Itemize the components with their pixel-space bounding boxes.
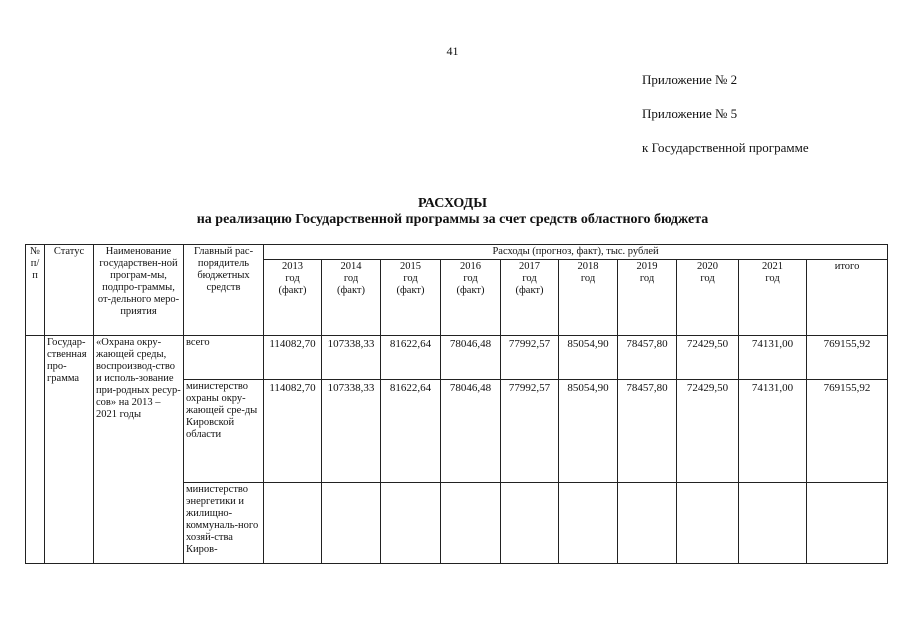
header-year-2016 bbox=[441, 260, 501, 336]
cell-value: 78046,48 bbox=[441, 336, 501, 380]
header-executor: Главный рас-порядитель бюджетных средств bbox=[184, 245, 264, 336]
appendix-line-1: Приложение № 2 bbox=[642, 72, 738, 87]
appendix-line-3: к Государственной программе bbox=[642, 140, 809, 155]
year-value: 2014 bbox=[340, 261, 362, 272]
year-label: год bbox=[700, 273, 715, 284]
year-kind: (факт) bbox=[456, 285, 485, 296]
cell-value: 85054,90 bbox=[559, 380, 618, 483]
year-value: 2013 bbox=[282, 261, 303, 272]
header-status: Статус bbox=[45, 245, 94, 336]
header-year-2014 bbox=[322, 260, 381, 336]
year-value: 2016 bbox=[460, 261, 481, 272]
cell-value: 78457,80 bbox=[618, 380, 677, 483]
cell-value-total: 769155,92 bbox=[807, 336, 888, 380]
cell-value: 78457,80 bbox=[618, 336, 677, 380]
page-number: 41 bbox=[446, 44, 459, 58]
document-title: РАСХОДЫ bbox=[418, 196, 487, 211]
year-label: год bbox=[522, 273, 537, 284]
expenses-table bbox=[25, 244, 888, 564]
cell-value bbox=[441, 483, 501, 564]
year-value: 2015 bbox=[400, 261, 421, 272]
year-label: год bbox=[765, 273, 780, 284]
header-row-1 bbox=[26, 245, 888, 260]
header-year-2013 bbox=[264, 260, 322, 336]
cell-value bbox=[677, 483, 739, 564]
cell-program-name: «Охрана окру-жающей среды, воспроизвод-ство и исполь-зование при-родных ресур-сов» на 2013 – 2021 годы bbox=[94, 336, 184, 564]
year-label: год bbox=[403, 273, 418, 284]
cell-value: 107338,33 bbox=[322, 380, 381, 483]
cell-value bbox=[559, 483, 618, 564]
cell-value: 81622,64 bbox=[381, 380, 441, 483]
header-year-2021 bbox=[739, 260, 807, 336]
cell-value-total: 769155,92 bbox=[807, 380, 888, 483]
cell-value bbox=[322, 483, 381, 564]
year-value: 2018 bbox=[577, 261, 599, 272]
year-kind: (факт) bbox=[396, 285, 425, 296]
cell-executor: министерство охраны окру-жающей сре-ды Кировской области bbox=[184, 380, 264, 483]
year-label: год bbox=[463, 273, 478, 284]
cell-value: 78046,48 bbox=[441, 380, 501, 483]
cell-value: 74131,00 bbox=[739, 336, 807, 380]
year-label: год bbox=[580, 273, 596, 284]
cell-value bbox=[618, 483, 677, 564]
cell-number bbox=[26, 336, 45, 564]
cell-value: 85054,90 bbox=[559, 336, 618, 380]
year-value: 2020 bbox=[697, 261, 718, 272]
header-year-2018 bbox=[559, 260, 618, 336]
year-value: 2019 bbox=[636, 261, 658, 272]
year-kind: (факт) bbox=[278, 285, 307, 296]
year-label: год bbox=[639, 273, 655, 284]
cell-value-total bbox=[807, 483, 888, 564]
header-name: Наименование государствен-ной програм-мы, подпро-граммы, от-дельного меро-приятия bbox=[94, 245, 184, 336]
cell-value: 81622,64 bbox=[381, 336, 441, 380]
cell-value: 72429,50 bbox=[677, 336, 739, 380]
appendix-line-2: Приложение № 5 bbox=[642, 106, 738, 121]
cell-value bbox=[264, 483, 322, 564]
cell-value: 72429,50 bbox=[677, 380, 739, 483]
document-subtitle: на реализацию Государственной программы за счет средств областного бюджета bbox=[196, 212, 709, 227]
year-label: год bbox=[343, 273, 359, 284]
cell-value bbox=[739, 483, 807, 564]
header-year-2015 bbox=[381, 260, 441, 336]
cell-executor: всего bbox=[184, 336, 264, 380]
cell-value: 114082,70 bbox=[264, 336, 322, 380]
cell-value bbox=[381, 483, 441, 564]
table-row-total bbox=[26, 336, 888, 380]
year-kind: (факт) bbox=[515, 285, 544, 296]
cell-value bbox=[501, 483, 559, 564]
year-value: 2017 bbox=[519, 261, 540, 272]
header-expenses: Расходы (прогноз, факт), тыс. рублей bbox=[264, 245, 888, 260]
header-year-2019 bbox=[618, 260, 677, 336]
cell-value: 77992,57 bbox=[501, 336, 559, 380]
header-year-2020 bbox=[677, 260, 739, 336]
cell-value: 107338,33 bbox=[322, 336, 381, 380]
header-year-2017 bbox=[501, 260, 559, 336]
year-kind: (факт) bbox=[336, 285, 365, 296]
cell-value: 114082,70 bbox=[264, 380, 322, 483]
cell-executor: министерство энергетики и жилищно-коммуналь-ного хозяй-ства Киров- bbox=[184, 483, 264, 564]
header-total: итого bbox=[807, 260, 888, 336]
year-value: 2021 bbox=[762, 261, 783, 272]
header-number: № п/п bbox=[26, 245, 45, 336]
cell-value: 77992,57 bbox=[501, 380, 559, 483]
cell-value: 74131,00 bbox=[739, 380, 807, 483]
year-label: год bbox=[285, 273, 300, 284]
cell-status: Государ-ственная про-грамма bbox=[45, 336, 94, 564]
